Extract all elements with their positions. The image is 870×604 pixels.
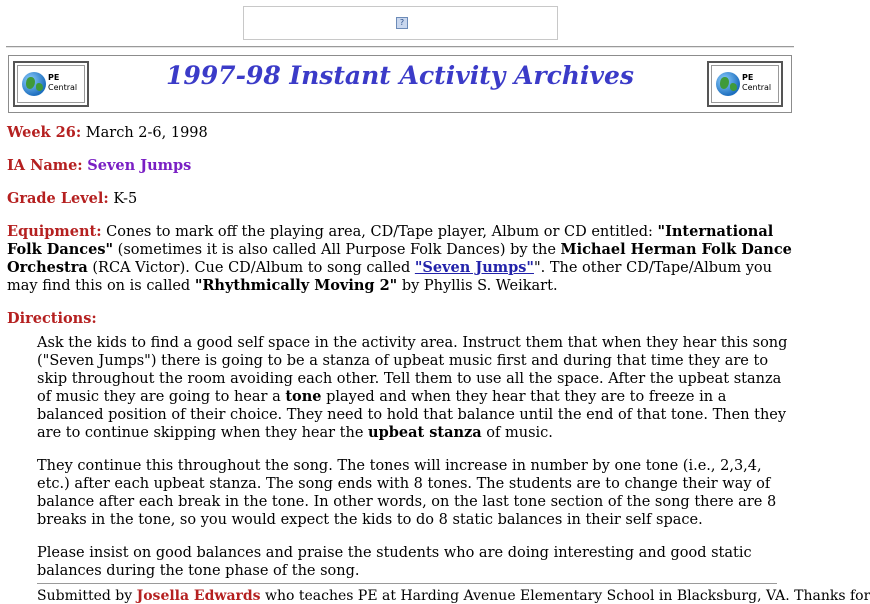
equipment-text-1: Cones to mark off the playing area, CD/Tape player, Album or CD entitled: (101, 224, 658, 240)
ia-name-label: IA Name: (7, 157, 83, 174)
equipment-text-5: by Phyllis S. Weikart. (397, 278, 558, 294)
directions-paragraph-2: They continue this throughout the song. The tones will increase in number by one tone (i.e., 2,3,4, etc.) after each upbeat stanza. The song ends with 8 tones. The students are to change their way of balance after each break in the tone. In other words, on the last tone section of the song there are 8 breaks in the tone, so you would expect the kids to do 8 static balances in their self space. (37, 458, 777, 528)
grade-value: K-5 (113, 191, 138, 207)
logo-frame (17, 65, 85, 103)
logo-frame (711, 65, 779, 103)
alt-album-title: "Rhythmically Moving 2" (194, 277, 398, 294)
broken-image-icon: ? (396, 17, 408, 29)
directions-paragraph-3: Please insist on good balances and praise the students who are doing interesting and good static balances during the tone phase of the song. (37, 545, 752, 579)
directions-text: played and when they hear that they are to freeze in a balanced position of their choice. They need to hold that balance until the end of that tone. Then they are to continue skipping when they hear the (37, 389, 787, 441)
grade-label: Grade Level: (7, 190, 109, 207)
directions-heading-row (7, 310, 793, 328)
directions-label: Directions: (7, 310, 97, 327)
directions-emphasis: tone (285, 388, 322, 405)
equipment-row (7, 223, 793, 295)
ia-name-value: Seven Jumps (87, 157, 192, 174)
directions-text: Ask the kids to find a good self space in the activity area. Instruct them that when they hear this song ("Seven Jumps") there is going to be a stanza of upbeat music first and during that time they are to skip throughout the room avoiding each other. Tell them to use all the space. After the upbeat stanza of music they are going to hear a (37, 335, 788, 405)
logo-line2: Central (742, 83, 772, 92)
logo-line1: PE (742, 73, 754, 82)
week-label: Week 26: (7, 124, 82, 141)
footer-text: Submitted by (37, 588, 137, 604)
footer-text: who teaches PE at Harding Avenue Elementary School in Blacksburg, VA. Thanks for (260, 588, 870, 604)
equipment-text-3: (RCA Victor). Cue CD/Album to song called (87, 260, 415, 276)
logo-text (48, 73, 77, 93)
grade-row (7, 190, 793, 208)
top-frame (243, 6, 558, 40)
album-title: "International Folk Dances" (7, 223, 774, 258)
pe-central-logo-left[interactable] (13, 61, 89, 107)
logo-line2: Central (48, 83, 78, 92)
week-row (7, 124, 793, 142)
submitter-name: Josella Edwards (136, 588, 261, 604)
seven-jumps-link[interactable]: "Seven Jumps" (414, 259, 534, 276)
globe-icon (22, 72, 46, 96)
top-divider (6, 46, 794, 48)
pe-central-logo-right[interactable] (707, 61, 783, 107)
globe-icon (716, 72, 740, 96)
ia-name-row (7, 157, 793, 175)
directions-paragraph-1 (37, 334, 793, 442)
logo-text (742, 73, 771, 93)
submitted-by (37, 588, 870, 604)
directions-emphasis: upbeat stanza (368, 424, 482, 441)
equipment-text-2: (sometimes it is also called All Purpose Folk Dances) by the (113, 242, 561, 258)
equipment-label: Equipment: (7, 223, 102, 240)
orchestra-name: Michael Herman Folk Dance Orchestra (7, 241, 792, 276)
week-value: March 2-6, 1998 (85, 125, 208, 141)
main-content (7, 124, 793, 595)
logo-line1: PE (48, 73, 60, 82)
page-title: 1997-98 Instant Activity Archives (165, 61, 634, 90)
directions-text: of music. (481, 425, 553, 441)
footer-divider (37, 583, 777, 584)
equipment-text-4: ". The other CD/Tape/Album you may find this on is called (7, 260, 772, 294)
header-banner (8, 55, 792, 113)
